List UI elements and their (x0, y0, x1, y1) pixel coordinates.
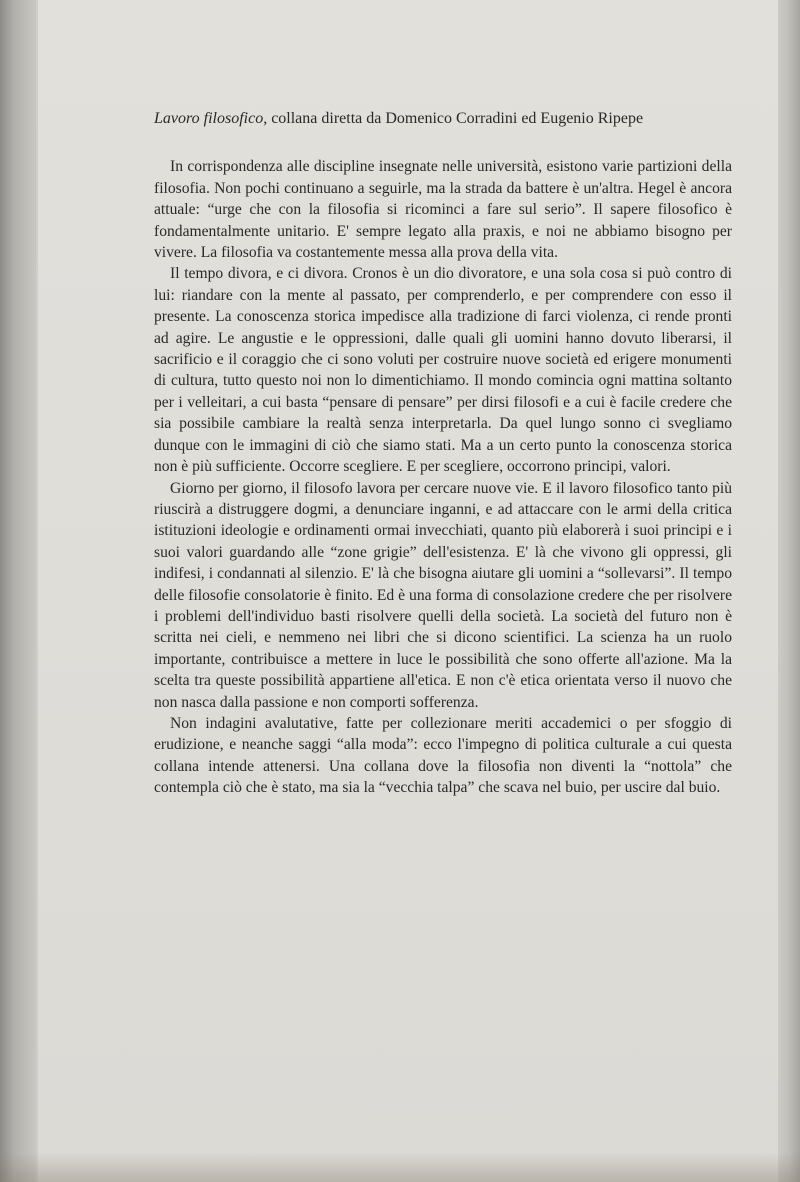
paragraph-4: Non indagini avalutative, fatte per collezionare meriti accademici o per sfoggio di erudizione, e neanche saggi “alla moda”: ecco l'impegno di politica culturale a cui questa collana intende attenersi. Una collana dove la filosofia non diventi la “nottola” che contempla ciò che è stato, ma sia la “vecchia talpa” che scava nel buio, per uscire dal buio. (154, 714, 732, 797)
page-text (154, 108, 732, 799)
series-editors: , collana diretta da Domenico Corradini ed Eugenio Ripepe (263, 110, 644, 127)
book-page (38, 0, 778, 1182)
paragraph-3: Giorno per giorno, il filosofo lavora per cercare nuove vie. E il lavoro filosofico tanto più riuscirà a distruggere dogmi, a denunciare inganni, e ad attaccare con le armi della critica istituzioni ideologie e ordinamenti ormai invecchiati, quanto più elaborerà i suoi principi e i suoi valori guardando alle “zone grigie” dell'esistenza. E' là che vivono gli oppressi, gli indifesi, i condannati al silenzio. E' là che bisogna aiutare gli uomini a “sollevarsi”. Il tempo delle filosofie consolatorie è finito. Ed è una forma di consolazione credere che per risolvere i problemi dell'individuo basti risolvere quelli della società. La società del futuro non è scritta nei cieli, e nemmeno nei libri che si dicono scientifici. La scienza ha un ruolo importante, contribuisce a mettere in luce le possibilità che sono offerte all'azione. Ma la scelta tra queste possibilità appartiene all'etica. E non c'è etica orientata verso il nuovo che non nasca dalla passione e non comporti sofferenza. (154, 479, 732, 711)
series-title: Lavoro filosofico (154, 110, 264, 127)
page-left-edge (0, 0, 36, 1182)
series-header (154, 108, 732, 129)
paragraph-2: Il tempo divora, e ci divora. Cronos è un dio divoratore, e una sola cosa si può contro di lui: riandare con la mente al passato, per comprenderlo, e per comprendere con esso il presente. La conoscenza storica impedisce alla tradizione di farci violenza, ci rende pronti ad agire. Le angustie e le oppressioni, dalle quali gli uomini hanno dovuto liberarsi, il sacrificio e il coraggio che ci sono voluti per costruire nuove società ed erigere monumenti di cultura, tutto questo noi non lo dimentichiamo. Il mondo comincia ogni mattina soltanto per i velleitari, a cui basta “pensare di pensare” per dirsi filosofi e a cui è facile credere che sia possibile cambiare la realtà senza interpretarla. Da quel lungo sonno ci svegliamo dunque con le immagini di ciò che siamo stati. Ma a un certo punto la conoscenza storica non è più sufficiente. Occorre scegliere. E per scegliere, occorrono principi, valori. (154, 265, 732, 476)
bottom-shadow (0, 1152, 800, 1182)
paragraph-1: In corrispondenza alle discipline insegnate nelle università, esistono varie partizioni della filosofia. Non pochi continuano a seguirle, ma la strada da battere è un'altra. Hegel è ancora attuale: “urge che con la filosofia si ricominci a fare sul serio”. Il sapere filosofico è fondamentalmente unitario. E' sempre legato alla praxis, e noi ne abbiamo bisogno per vivere. La filosofia va costantemente messa alla prova della vita. (154, 158, 732, 262)
